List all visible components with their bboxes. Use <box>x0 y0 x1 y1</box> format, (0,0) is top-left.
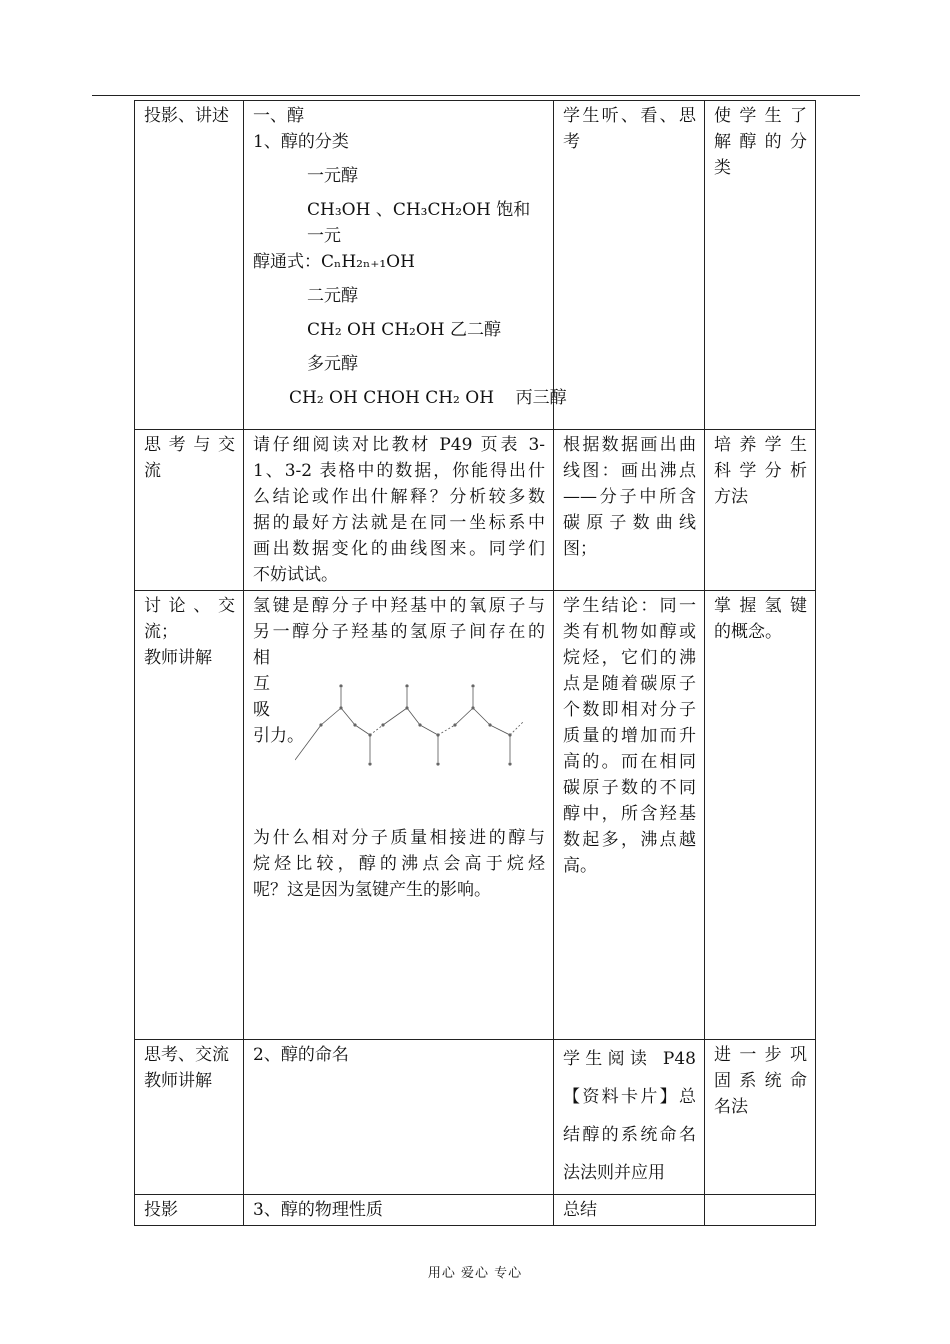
student-cell <box>554 101 705 430</box>
cell-line: 方法 <box>714 487 748 507</box>
cell-line: 点是随着碳原子 <box>563 674 696 694</box>
cell-line: 么结论或作出什解释？分析较多数 <box>253 487 545 507</box>
goal-cell <box>705 101 816 430</box>
general-formula: 醇通式：CₙH₂ₙ₊₁OH <box>253 252 415 272</box>
cell-line: 质量的增加而升 <box>563 726 696 746</box>
student-cell <box>554 591 705 1040</box>
cell-line: 相 <box>253 648 270 668</box>
cell-line: 名法 <box>714 1097 748 1117</box>
content-cell <box>244 1040 554 1195</box>
goal-cell <box>705 1040 816 1195</box>
content-cell <box>244 101 567 430</box>
cell-line: 碳原子数曲线 <box>563 513 696 533</box>
cell-line: 呢？这是因为氢键产生的影响。 <box>253 880 491 900</box>
mono-alcohol-formula <box>253 197 545 249</box>
section-title: 一、醇 <box>253 106 304 126</box>
cell-line: 高。 <box>563 856 597 876</box>
cell-line: 培养学生 <box>714 435 807 455</box>
cell-line: 教师讲解 <box>144 648 212 668</box>
cell-line: 画出数据变化的曲线图来。同学们 <box>253 539 545 559</box>
cell-line: ——分子中所含 <box>563 487 696 507</box>
cell-line: 个数即相对分子 <box>563 700 696 720</box>
cell-line: 使学生了 <box>714 106 807 126</box>
cell-line: 解醇的分 <box>714 132 807 152</box>
content-cell <box>244 430 554 591</box>
student-cell <box>554 1195 705 1226</box>
cell-line: 思考、交流 <box>144 1045 229 1065</box>
cell-line: 烷烃，它们的沸 <box>563 648 696 668</box>
poly-alcohol-formula: CH₂ OH CHOH CH₂ OH 丙三醇 <box>289 388 567 408</box>
cell-line: 考 <box>563 132 580 152</box>
cell-line: 不妨试试。 <box>253 565 338 585</box>
goal-cell <box>705 430 816 591</box>
cell-line: 类 <box>714 158 731 178</box>
poly-alcohol-label: 多元醇 <box>307 354 358 374</box>
cell-line: 流； <box>144 622 178 642</box>
hydrogen-bond-diagram <box>295 680 535 776</box>
cell-line: 法法则并应用 <box>563 1163 665 1183</box>
page-footer: 用心 爱心 专心 <box>427 1266 523 1281</box>
activity-cell <box>135 591 244 1040</box>
cell-line: 线图：画出沸点 <box>563 461 696 481</box>
cell-line: 总结 <box>563 1200 597 1220</box>
activity-cell <box>135 1040 244 1195</box>
cell-line: 讨论、交 <box>144 596 235 616</box>
lesson-table <box>134 100 816 1226</box>
formula-text: CH₃OH 、CH₃CH₂OH 饱和一元 <box>307 200 531 246</box>
activity-cell <box>135 1195 244 1226</box>
cell-line: 引力。 <box>253 726 304 746</box>
table-row <box>135 591 816 1040</box>
di-alcohol-formula: CH₂ OH CH₂OH 乙二醇 <box>307 320 502 340</box>
cell-line: 图； <box>563 539 597 559</box>
student-cell <box>554 430 705 591</box>
cell-line: 投影 <box>144 1200 178 1220</box>
table-row <box>135 1195 816 1226</box>
cell-line: 请仔细阅读对比教材 P49 页表 3- <box>253 435 545 455</box>
cell-line: 固系统命 <box>714 1071 807 1091</box>
cell-line: 另一醇分子羟基的氢原子间存在的 <box>253 622 545 642</box>
cell-line: 学生结论：同一 <box>563 596 696 616</box>
table-row <box>135 1040 816 1195</box>
cell-line: 学生阅读 P48 <box>563 1049 696 1069</box>
cell-line: 流 <box>144 461 161 481</box>
table-row <box>135 430 816 591</box>
table-row <box>135 101 816 430</box>
cell-line: 烷烃比较，醇的沸点会高于烷烃 <box>253 854 545 874</box>
mono-alcohol-label: 一元醇 <box>307 166 358 186</box>
content-cell <box>244 1195 554 1226</box>
cell-line: 互 <box>253 674 270 694</box>
cell-line: 思考与交 <box>144 435 235 455</box>
di-alcohol-label: 二元醇 <box>307 286 358 306</box>
activity-cell <box>135 430 244 591</box>
cell-line: 碳原子数的不同 <box>563 778 696 798</box>
cell-line: 教师讲解 <box>144 1071 212 1091</box>
cell-line: 高的。而在相同 <box>563 752 696 772</box>
cell-line: 据的最好方法就是在同一坐标系中 <box>253 513 545 533</box>
cell-line: 结醇的系统命名 <box>563 1125 696 1145</box>
cell-line: 的概念。 <box>714 622 782 642</box>
cell-line: 投影、讲述 <box>144 106 229 126</box>
cell-line: 氢键是醇分子中羟基中的氧原子与 <box>253 596 545 616</box>
cell-line: 吸 <box>253 700 270 720</box>
header-rule <box>92 95 860 96</box>
cell-line: 学生听、看、思 <box>563 106 696 126</box>
subsection-title: 1、醇的分类 <box>253 132 349 152</box>
cell-line: 掌握氢键 <box>714 596 807 616</box>
cell-line: 科学分析 <box>714 461 807 481</box>
cell-line: 为什么相对分子质量相接进的醇与 <box>253 828 545 848</box>
cell-line: 数起多，沸点越 <box>563 830 696 850</box>
cell-line: 3、醇的物理性质 <box>253 1200 383 1220</box>
cell-line: 2、醇的命名 <box>253 1045 349 1065</box>
cell-line: 醇中，所含羟基 <box>563 804 696 824</box>
goal-cell <box>705 591 816 1040</box>
content-cell <box>244 591 554 1040</box>
cell-line: 1、3-2 表格中的数据，你能得出什 <box>253 461 545 481</box>
cell-line: 根据数据画出曲 <box>563 435 696 455</box>
activity-cell <box>135 101 244 430</box>
cell-line: 进一步巩 <box>714 1045 807 1065</box>
student-cell <box>554 1040 705 1195</box>
goal-cell <box>705 1195 816 1226</box>
cell-line: 【资料卡片】总 <box>563 1087 696 1107</box>
cell-line: 类有机物如醇或 <box>563 622 696 642</box>
